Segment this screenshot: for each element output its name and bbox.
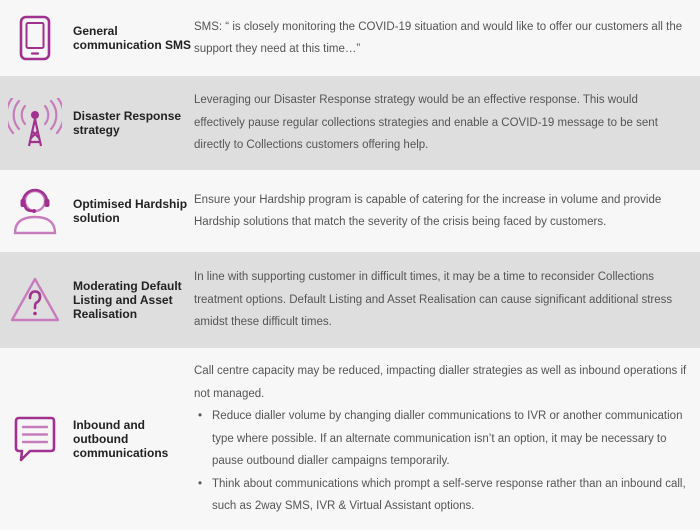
chat-bubble-icon	[0, 415, 70, 463]
list-item: • Think about communications which prompt a self-serve response rather than an inbound call, such as 2way SMS, IVR & Virtual Assistant options.	[198, 473, 688, 518]
mobile-phone-icon	[0, 15, 70, 61]
row-text: In line with supporting customer in difficult times, it may be a time to reconsider Collections treatment options. Default Listing and Asset Realisation can cause significant additional stress amidst these difficult times.	[194, 271, 673, 329]
row-moderating-default-listing	[0, 252, 700, 348]
row-inbound-outbound-communications	[0, 348, 700, 530]
row-title: Disaster Response strategy	[73, 109, 182, 137]
row-general-communication-sms	[0, 0, 700, 76]
list-item: • Reduce dialler volume by changing dialler communications to IVR or another communication type where possible. If an alternate communication isn’t an option, it may be necessary to pause outbound dialler campaigns temporarily.	[198, 405, 688, 473]
row-disaster-response-strategy	[0, 76, 700, 170]
warning-question-triangle-icon	[0, 276, 70, 324]
row-title: General communication SMS	[73, 24, 192, 52]
row-text: Call centre capacity may be reduced, impacting dialler strategies as well as inbound operations if not managed.	[194, 365, 687, 400]
customer-support-headset-icon	[0, 186, 70, 236]
broadcast-tower-icon	[0, 98, 70, 148]
row-title: Inbound and outbound communications	[73, 418, 169, 460]
row-text: SMS: “ is closely monitoring the COVID-19 situation and would like to offer our customers all the support they need at this time…”	[194, 20, 683, 55]
row-text: Leveraging our Disaster Response strategy would be an effective response. This would effectively pause regular collections strategies and enable a COVID-19 message to be sent directly to Collections customers offering help.	[194, 94, 658, 152]
row-title: Optimised Hardship solution	[73, 197, 188, 225]
row-optimised-hardship-solution	[0, 170, 700, 252]
row-title: Moderating Default Listing and Asset Realisation	[73, 279, 182, 321]
row-text: Ensure your Hardship program is capable of catering for the increase in volume and provide Hardship solutions that match the severity of the crisis being faced by customers.	[194, 193, 662, 228]
row-body	[194, 360, 700, 518]
bullet-list	[198, 405, 688, 518]
